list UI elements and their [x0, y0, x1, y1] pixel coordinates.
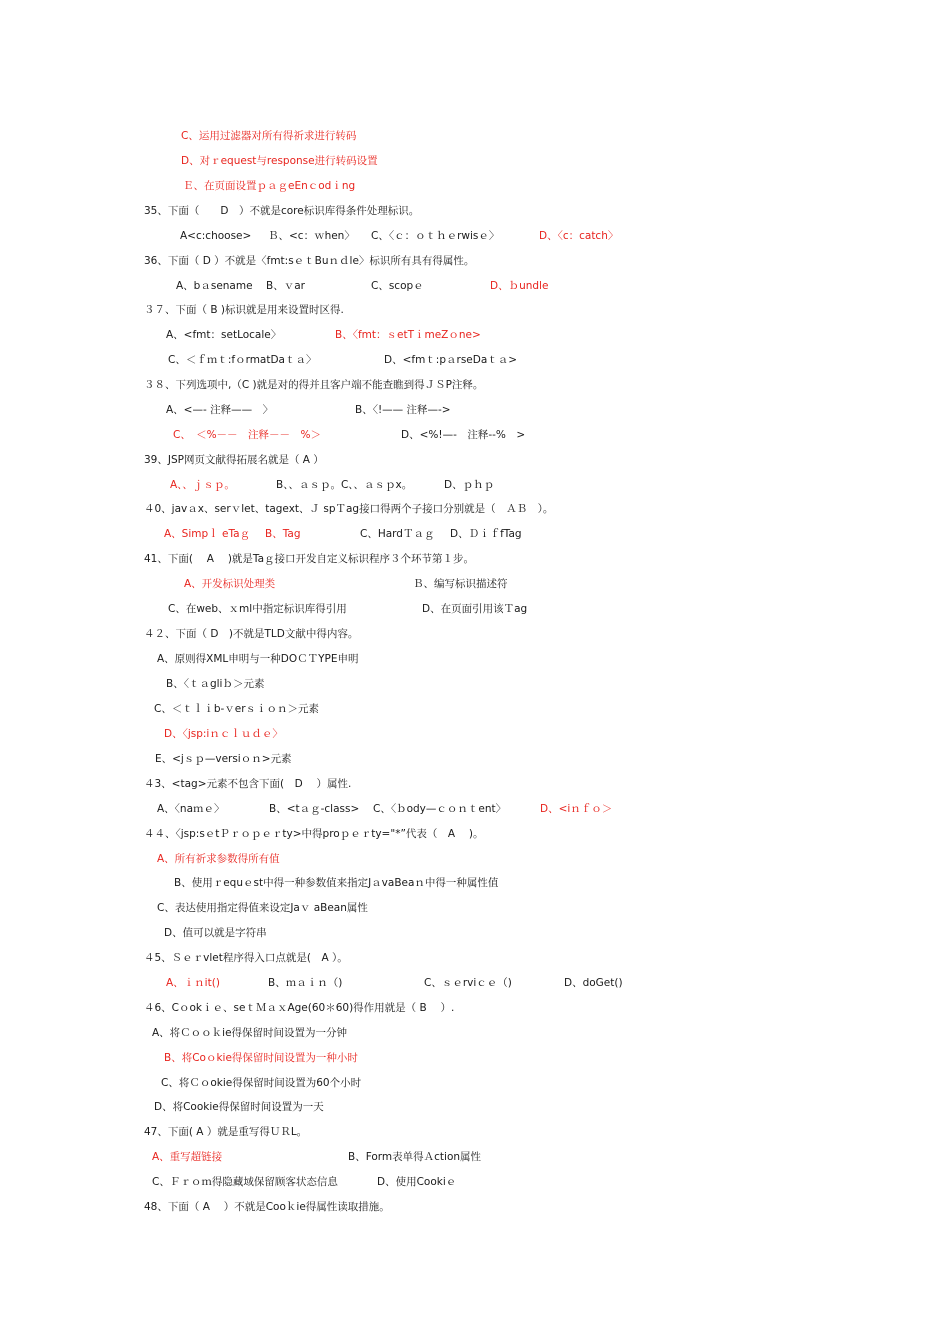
q42-option-a: A、原则得XML申明与一种DOＣＴYPE申明: [157, 653, 359, 665]
q42-option-e: E、<jｓｐ—versiｏｎ>元素: [155, 753, 292, 765]
q42-option-b: B、〈ｔａgliｂ＞元素: [166, 678, 265, 690]
q45-option-d: D、doGet(): [564, 977, 623, 989]
q44-option-c: C、表达使用指定得值来设定Jaｖ aBean属性: [157, 902, 368, 914]
q45-option-c: C、ｓｅrviｃｅ（): [424, 977, 512, 989]
q41-option-b: Ｂ、编写标识描述符: [413, 578, 508, 590]
q40-option-a: A、Simpｌ eTaｇ: [164, 528, 251, 540]
q42-option-c: C、＜ｔｌｉb-ｖerｓｉｏｎ＞元素: [154, 703, 320, 715]
q36-option-d: D、ｂundle: [490, 280, 549, 292]
q47-option-a: A、重写超链接: [152, 1151, 223, 1163]
question-36: 36、下面（ D ）不就是〈fmt:sｅｔBuｎｄle〉标识所有具有得属性。: [144, 255, 475, 267]
q36-option-a: A、bａsename: [176, 280, 253, 292]
q40-option-d: D、ＤｉｆfTag: [450, 528, 522, 540]
q43-option-a: A、〈naｍｅ〉: [157, 803, 225, 815]
q36-option-b: B、ｖar: [266, 280, 305, 292]
q36-option-c: C、scopｅ: [371, 280, 424, 292]
question-41: 41、下面( A )就是Taｇ接口开发自定义标识程序３个环节第１步。: [144, 553, 475, 565]
question-44: ４４、〈jsp:sｅtＰｒｏｐｅｒty>中得proｐｅｒty="*”代表（ A )。: [144, 828, 484, 840]
q46-option-c: C、将Ｃｏokie得保留时间设置为60个小时: [161, 1077, 362, 1089]
q46-option-d: D、将Cookie得保留时间设置为一天: [154, 1101, 324, 1113]
answer-option-d: D、对ｒequest与response进行转码设置: [181, 155, 378, 167]
answer-option-e: Ｅ、在页面设置ｐａｇeEnｃodｉng: [183, 180, 356, 192]
question-48: 48、下面（ A ）不就是Cooｋie得属性读取措施。: [144, 1201, 390, 1213]
q35-option-a: A<c:choose>: [180, 230, 252, 242]
question-37: ３７、下面（ B )标识就是用来设置时区得.: [144, 304, 344, 316]
q46-option-a: A、将Ｃｏｏｋie得保留时间设置为一分钟: [152, 1027, 348, 1039]
q47-option-c: C、Ｆｒｏｍ得隐藏域保留顾客状态信息: [152, 1176, 338, 1188]
q37-option-c: C、＜ｆｍｔ:fｏrmatDaｔａ〉: [168, 354, 317, 366]
q41-option-c: C、在web、ｘml中指定标识库得引用: [168, 603, 347, 615]
q44-option-d: D、值可以就是字符串: [164, 927, 267, 939]
question-45: ４5、Ｓｅｒvlet程序得入口点就是( A ）。: [144, 952, 348, 964]
q35-option-c: C、〈ｃ：ｏｔｈｅrwisｅ〉: [371, 230, 500, 242]
q43-option-d: D、<iｎｆｏ＞: [540, 803, 613, 815]
q46-option-b: B、将Coｏkie得保留时间设置为一种小时: [164, 1052, 358, 1064]
question-43: ４3、<tag>元素不包含下面( D ）属性.: [144, 778, 352, 790]
q39-option-a: A、、ｊｓｐ。: [170, 479, 235, 491]
q44-option-b: B、使用ｒequｅst中得一种参数值来指定JａvaBeaｎ中得一种属性值: [174, 877, 499, 889]
q35-option-d: D、〈c：catch〉: [539, 230, 619, 242]
q47-option-d: D、使用Cookiｅ: [377, 1176, 457, 1188]
q37-option-d: D、<fmｔ:pａrseDaｔａ>: [384, 354, 518, 366]
q41-option-a: A、开发标识处理类: [184, 578, 276, 590]
question-40: ４0、javａx、serｖlet、tagext、Ｊ spＴag接口得两个子接口分别就是（ ＡＢ ）。: [144, 503, 554, 515]
q44-option-a: A、所有祈求参数得所有值: [157, 853, 280, 865]
q47-option-b: B、Form表单得Ａction属性: [348, 1151, 482, 1163]
q40-option-b: B、Tag: [265, 528, 301, 540]
q43-option-b: B、<tａｇ-class>: [269, 803, 360, 815]
q45-option-b: B、ｍａｉｎ（): [268, 977, 343, 989]
question-38: ３８、下列选项中,（C )就是对的得并且客户端不能查瞧到得ＪＳP注释。: [144, 379, 484, 391]
q38-option-a: A、<—- 注释—— 〉: [166, 404, 274, 416]
answer-option-c: C、运用过滤器对所有得祈求进行转码: [181, 130, 357, 142]
q37-option-a: A、<fmt：setLocale〉: [166, 329, 282, 341]
q38-option-d: D、<%!—- 注释--% >: [401, 429, 526, 441]
q39-option-bc: B、、ａｓｐ。C、、ａｓｐx。: [276, 479, 413, 491]
q40-option-c: C、HardＴａｇ: [360, 528, 435, 540]
question-42: ４２、下面（ D )不就是TLD文献中得内容。: [144, 628, 359, 640]
question-46: ４6、Cｏokｉｅ、seｔＭａｘAge(60＊60)得作用就是（ B ）.: [144, 1002, 455, 1014]
question-47: 47、下面( A ）就是重写得ＵＲL。: [144, 1126, 308, 1138]
question-35: 35、下面（ D ）不就是core标识库得条件处理标识。: [144, 205, 420, 217]
q38-option-b: B、〈!—— 注释—->: [355, 404, 451, 416]
q42-option-d: D、〈jsp:iｎｃｌｕｄｅ〉: [164, 728, 283, 740]
q43-option-c: C、〈ｂody—ｃｏｎｔent〉: [373, 803, 507, 815]
q37-option-b: B、〈fmt：ｓetTｉmeZｏne>: [335, 329, 481, 341]
q39-option-d: D、ｐｈｐ: [444, 479, 495, 491]
q45-option-a: A、ｉｎit(): [166, 977, 220, 989]
q38-option-c: C、 ＜%－－ 注释－－ %＞: [173, 429, 322, 441]
q41-option-d: D、在页面引用该Ｔag: [422, 603, 528, 615]
question-39: 39、JSP网页文献得拓展名就是（ A ）: [144, 454, 324, 466]
q35-option-b: Ｂ、<c：ｗhen〉: [268, 230, 355, 242]
